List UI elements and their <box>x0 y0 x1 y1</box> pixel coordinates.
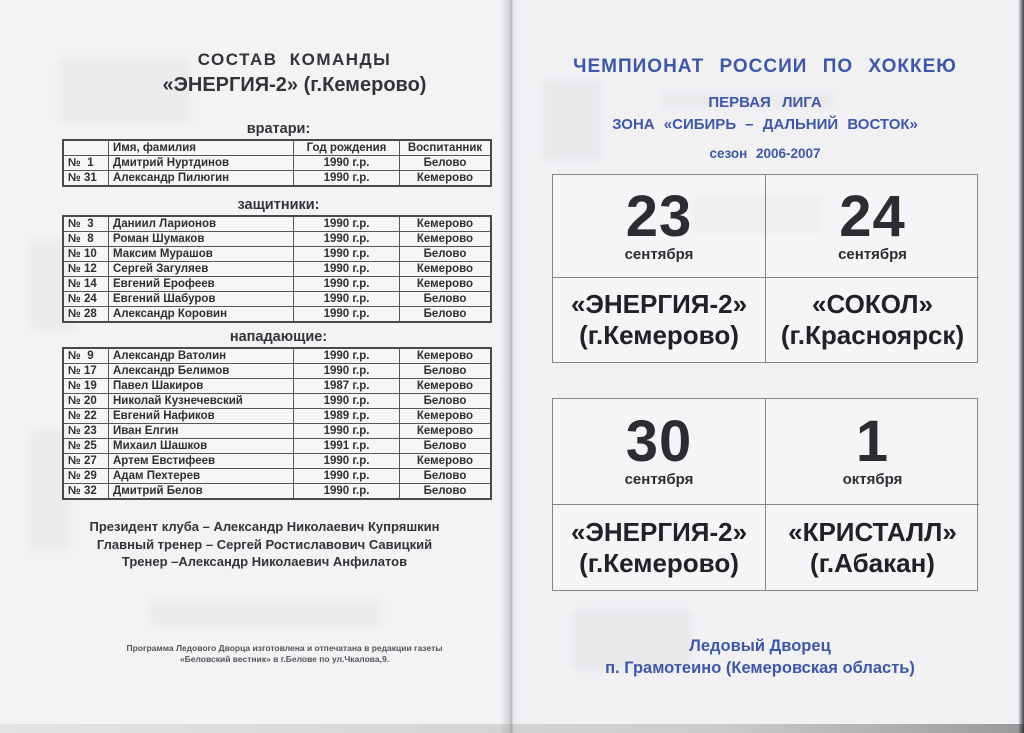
venue-location: п. Грамотеино (Кемеровская область) <box>605 659 915 677</box>
player-origin: Кемерово <box>400 216 492 232</box>
column-header <box>63 140 109 156</box>
player-birth-year: 1990 г.р. <box>294 171 400 187</box>
match-box-october <box>552 398 978 591</box>
player-origin: Кемерово <box>400 424 492 439</box>
player-name: Максим Мурашов <box>109 247 294 262</box>
player-name: Роман Шумаков <box>109 232 294 247</box>
match-date-cell <box>766 399 979 505</box>
player-origin: Белово <box>400 247 492 262</box>
player-row <box>63 156 491 171</box>
player-birth-year: 1990 г.р. <box>294 156 400 171</box>
match-month: сентября <box>624 471 694 488</box>
player-birth-year: 1990 г.р. <box>294 469 400 484</box>
schedule-page <box>512 0 1024 733</box>
player-row <box>63 216 491 232</box>
scan-edge-right <box>1018 0 1024 733</box>
championship-season: сезон 2006-2007 <box>709 146 821 161</box>
player-number: № 25 <box>63 439 109 454</box>
goalies-label: вратари: <box>246 121 311 137</box>
player-number: № 8 <box>63 232 109 247</box>
player-row <box>63 484 491 500</box>
player-origin: Кемерово <box>400 379 492 394</box>
goalies-section <box>62 121 483 187</box>
match-team-cell <box>766 505 979 590</box>
player-number: № 32 <box>63 484 109 500</box>
player-birth-year: 1989 г.р. <box>294 409 400 424</box>
player-origin: Белово <box>400 364 492 379</box>
player-birth-year: 1990 г.р. <box>294 277 400 292</box>
player-name: Артем Евстифеев <box>109 454 294 469</box>
player-origin: Кемерово <box>400 277 492 292</box>
match-date-cell <box>553 399 766 505</box>
match-day: 30 <box>625 409 693 474</box>
championship-league: ПЕРВАЯ ЛИГА <box>708 94 822 111</box>
match-date-cell <box>766 175 979 278</box>
goalies-table <box>62 139 492 187</box>
page-fold <box>500 0 522 733</box>
player-origin: Кемерово <box>400 454 492 469</box>
match-team-cell <box>766 278 979 362</box>
forwards-table <box>62 347 492 500</box>
player-name: Евгений Шабуров <box>109 292 294 307</box>
player-birth-year: 1990 г.р. <box>294 394 400 409</box>
staff-coach: Тренер –Александр Николаевич Анфилатов <box>121 554 408 569</box>
staff-head-coach: Главный тренер – Сергей Ростиславович Савицкий <box>96 536 433 552</box>
player-name: Александр Коровин <box>109 307 294 323</box>
column-header: Год рождения <box>294 140 400 156</box>
player-birth-year: 1990 г.р. <box>294 292 400 307</box>
team-city: (г.Красноярск) <box>780 320 965 350</box>
roster-header-row <box>63 140 491 156</box>
championship-header <box>552 56 978 162</box>
team-name: «КРИСТАЛЛ» <box>788 516 957 547</box>
player-name: Дмитрий Нуртдинов <box>109 156 294 171</box>
player-birth-year: 1990 г.р. <box>294 307 400 323</box>
player-number: № 1 <box>63 156 109 171</box>
player-birth-year: 1990 г.р. <box>294 348 400 364</box>
forwards-section <box>62 329 483 500</box>
team-name: «ЭНЕРГИЯ-2» <box>570 289 748 319</box>
player-name: Михаил Шашков <box>109 439 294 454</box>
player-number: № 9 <box>63 348 109 364</box>
defenders-table <box>62 215 492 323</box>
player-birth-year: 1990 г.р. <box>294 247 400 262</box>
player-origin: Белово <box>400 439 492 454</box>
player-row <box>63 379 491 394</box>
player-number: № 29 <box>63 469 109 484</box>
player-number: № 17 <box>63 364 109 379</box>
match-month: октября <box>842 471 903 488</box>
team-city: (г.Кемерово) <box>579 547 739 578</box>
team-city: (г.Абакан) <box>810 547 935 578</box>
print-credit <box>74 643 495 665</box>
match-team-cell <box>553 505 766 590</box>
match-date-cell <box>553 175 766 278</box>
print-credit-line1: Программа Ледового Дворца изготовлена и отпечатана в редакции газеты <box>126 642 443 653</box>
player-row <box>63 232 491 247</box>
venue-block <box>547 636 973 680</box>
team-city: (г.Кемерово) <box>579 320 739 350</box>
player-birth-year: 1990 г.р. <box>294 262 400 277</box>
player-row <box>63 307 491 323</box>
player-name: Александр Белимов <box>109 364 294 379</box>
player-row <box>63 171 491 187</box>
player-name: Евгений Ерофеев <box>109 277 294 292</box>
match-month: сентября <box>838 245 907 263</box>
match-day: 23 <box>625 183 693 249</box>
match-box-september <box>552 174 978 363</box>
print-credit-line2: «Беловский вестник» в г.Белове по ул.Чкалова,9. <box>179 653 390 664</box>
match-month: сентября <box>624 245 694 263</box>
match-team-cell <box>553 278 766 362</box>
forwards-label: нападающие: <box>229 329 328 345</box>
player-birth-year: 1991 г.р. <box>294 439 400 454</box>
player-birth-year: 1990 г.р. <box>294 364 400 379</box>
player-name: Евгений Нафиков <box>109 409 294 424</box>
player-number: № 14 <box>63 277 109 292</box>
staff-president: Президент клуба – Александр Николаевич Купряшкин <box>89 519 440 534</box>
venue-name: Ледовый Дворец <box>689 637 831 655</box>
player-number: № 3 <box>63 216 109 232</box>
player-origin: Белово <box>400 484 492 500</box>
roster-title-line2: «ЭНЕРГИЯ-2» (г.Кемерово) <box>162 74 427 96</box>
player-origin: Кемерово <box>400 171 492 187</box>
column-header: Имя, фамилия <box>109 140 294 156</box>
player-origin: Белово <box>400 307 492 323</box>
player-row <box>63 394 491 409</box>
player-row <box>63 409 491 424</box>
player-name: Николай Кузнечевский <box>109 394 294 409</box>
scan-edge-bottom <box>0 724 1024 733</box>
roster-title <box>84 50 505 97</box>
player-number: № 20 <box>63 394 109 409</box>
player-name: Павел Шакиров <box>109 379 294 394</box>
player-number: № 23 <box>63 424 109 439</box>
player-row <box>63 469 491 484</box>
player-row <box>63 348 491 364</box>
match-day: 24 <box>839 183 906 249</box>
player-name: Адам Пехтерев <box>109 469 294 484</box>
player-birth-year: 1990 г.р. <box>294 216 400 232</box>
player-row <box>63 454 491 469</box>
player-number: № 12 <box>63 262 109 277</box>
player-number: № 24 <box>63 292 109 307</box>
player-name: Сергей Загуляев <box>109 262 294 277</box>
player-name: Дмитрий Белов <box>109 484 294 500</box>
player-row <box>63 439 491 454</box>
player-origin: Белово <box>400 394 492 409</box>
player-number: № 28 <box>63 307 109 323</box>
player-number: № 31 <box>63 171 109 187</box>
staff-block <box>54 518 475 571</box>
match-day: 1 <box>855 409 890 474</box>
player-birth-year: 1990 г.р. <box>294 232 400 247</box>
player-birth-year: 1990 г.р. <box>294 484 400 500</box>
defenders-section <box>62 197 483 323</box>
defenders-label: защитники: <box>237 197 320 213</box>
team-name: «СОКОЛ» <box>812 289 933 319</box>
player-birth-year: 1987 г.р. <box>294 379 400 394</box>
column-header: Воспитанник <box>400 140 492 156</box>
player-birth-year: 1990 г.р. <box>294 424 400 439</box>
player-row <box>63 292 491 307</box>
player-origin: Кемерово <box>400 232 492 247</box>
player-origin: Кемерово <box>400 262 492 277</box>
player-number: № 10 <box>63 247 109 262</box>
player-row <box>63 277 491 292</box>
player-row <box>63 424 491 439</box>
player-origin: Белово <box>400 156 492 171</box>
player-number: № 27 <box>63 454 109 469</box>
player-name: Александр Пилюгин <box>109 171 294 187</box>
player-origin: Белово <box>400 469 492 484</box>
player-number: № 22 <box>63 409 109 424</box>
player-birth-year: 1990 г.р. <box>294 454 400 469</box>
player-row <box>63 262 491 277</box>
player-name: Александр Ватолин <box>109 348 294 364</box>
player-number: № 19 <box>63 379 109 394</box>
player-name: Даниил Ларионов <box>109 216 294 232</box>
championship-title: ЧЕМПИОНАТ РОССИИ ПО ХОККЕЮ <box>573 56 957 77</box>
player-origin: Кемерово <box>400 409 492 424</box>
player-row <box>63 247 491 262</box>
championship-zone: ЗОНА «СИБИРЬ – ДАЛЬНИЙ ВОСТОК» <box>612 116 918 133</box>
roster-title-line1: СОСТАВ КОМАНДЫ <box>197 50 392 69</box>
player-origin: Кемерово <box>400 348 492 364</box>
player-name: Иван Елгин <box>109 424 294 439</box>
player-origin: Белово <box>400 292 492 307</box>
team-name: «ЭНЕРГИЯ-2» <box>570 516 748 547</box>
player-row <box>63 364 491 379</box>
